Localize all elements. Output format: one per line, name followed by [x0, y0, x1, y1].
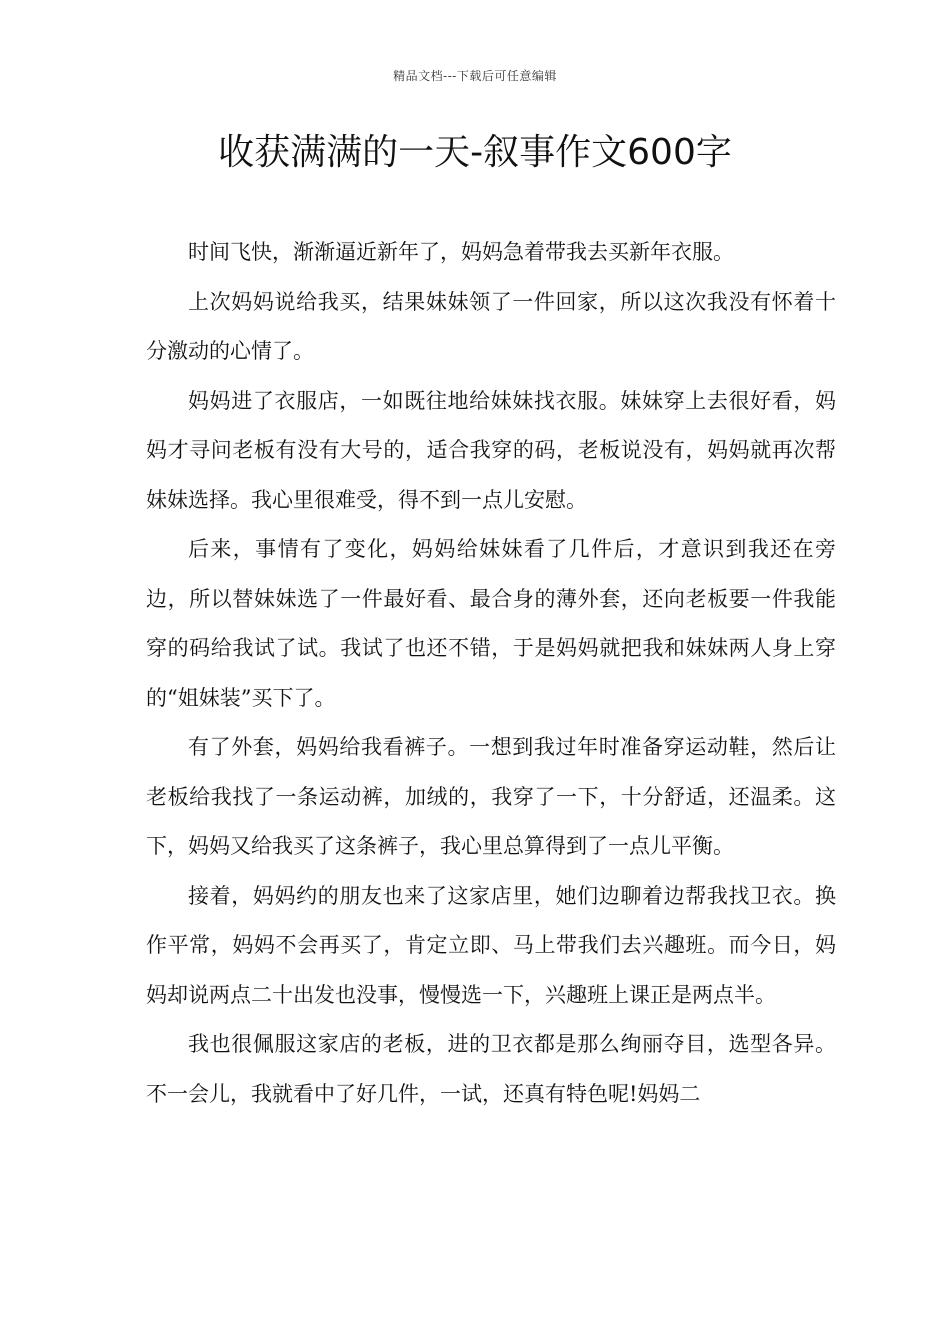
paragraph: 后来，事情有了变化，妈妈给妹妹看了几件后，才意识到我还在旁边，所以替妹妹选了一件最好看、最合身的薄外套，还向老板要一件我能穿的码给我试了试。我试了也还不错，于是妈妈就把我和妹妹两人身上穿的“姐妹装”买下了。 — [146, 537, 836, 710]
paragraph: 上次妈妈说给我买，结果妹妹领了一件回家，所以这次我没有怀着十分激动的心情了。 — [146, 289, 836, 363]
paragraph: 妈妈进了衣服店，一如既往地给妹妹找衣服。妹妹穿上去很好看，妈妈才寻问老板有没有大号的，适合我穿的码，老板说没有，妈妈就再次帮妹妹选择。我心里很难受，得不到一点儿安慰。 — [146, 388, 836, 512]
document-title: 收获满满的一天-叙事作文600字 — [218, 132, 732, 173]
paragraph: 时间飞快，渐渐逼近新年了，妈妈急着带我去买新年衣服。 — [188, 240, 734, 264]
paragraph: 有了外套，妈妈给我看裤子。一想到我过年时准备穿运动鞋，然后让老板给我找了一条运动裤，加绒的，我穿了一下，十分舒适，还温柔。这下，妈妈又给我买了这条裤子，我心里总算得到了一点儿平衡。 — [146, 735, 836, 858]
document-body — [146, 228, 836, 1119]
paragraph: 接着，妈妈约的朋友也来了这家店里，她们边聊着边帮我找卫衣。换作平常，妈妈不会再买了，肯定立即、马上带我们去兴趣班。而今日，妈妈却说两点二十出发也没事，慢慢选一下，兴趣班上课正是两点半。 — [146, 883, 836, 1007]
header-note: 精品文档---下载后可任意编辑 — [393, 69, 557, 83]
paragraph: 我也很佩服这家店的老板，进的卫衣都是那么绚丽夺目，选型各异。不一会儿，我就看中了好几件，一试，还真有特色呢!妈妈二 — [146, 1032, 836, 1106]
